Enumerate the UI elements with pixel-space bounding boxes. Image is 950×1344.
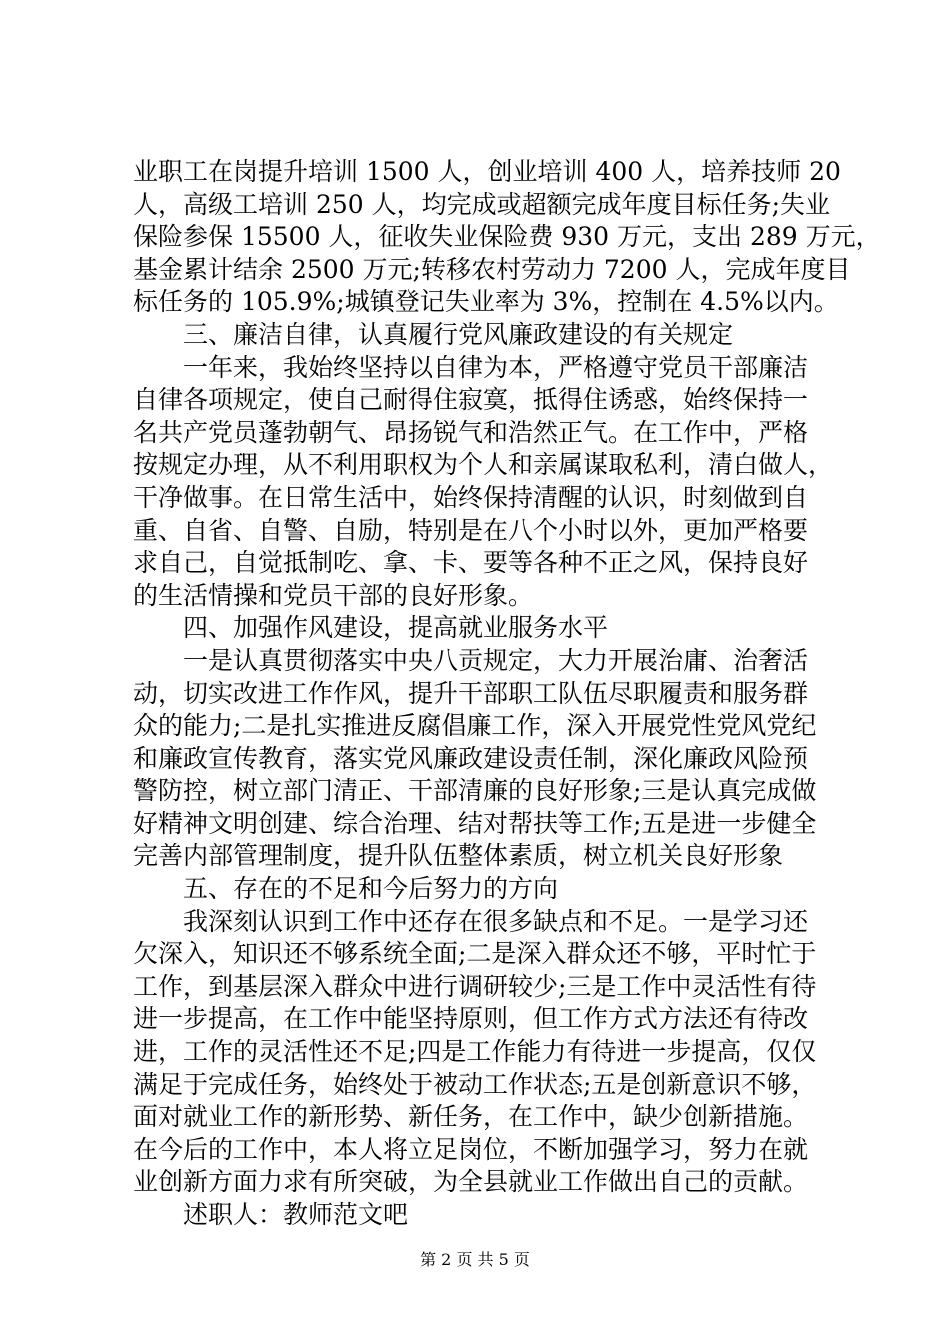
text-line: 名共产党员蓬勃朝气、昂扬锐气和浩然正气。在工作中，严格	[133, 417, 809, 447]
text-line: 在今后的工作中，本人将立足岗位，不断加强学习，努力在就	[133, 1134, 809, 1164]
text-line: 基金累计结余 2500 万元;转移农村劳动力 7200 人，完成年度目	[133, 254, 851, 284]
text-line: 一是认真贯彻落实中央八贡规定，大力开展治庸、治奢活	[183, 645, 809, 675]
text-line: 欠深入，知识还不够系统全面;二是深入群众还不够，平时忙于	[133, 939, 817, 969]
text-line: 业创新方面力求有所突破，为全县就业工作做出自己的贡献。	[133, 1167, 809, 1197]
text-line: 的生活情操和党员干部的良好形象。	[133, 580, 534, 610]
text-line: 保险参保 15500 人，征收失业保险费 930 万元，支出 289 万元，	[133, 222, 881, 252]
text-line: 自律各项规定，使自己耐得住寂寞，抵得住诱惑，始终保持一	[133, 385, 809, 415]
text-line: 动，切实改进工作作风，提升干部职工队伍尽职履责和服务群	[133, 678, 809, 708]
text-line: 进，工作的灵活性还不足;四是工作能力有待进一步提高，仅仅	[133, 1037, 817, 1067]
page-footer: 第 2 页 共 5 页	[420, 1250, 530, 1269]
text-line: 工作，到基层深入群众中进行调研较少;三是工作中灵活性有待	[133, 971, 817, 1001]
text-line: 业职工在岗提升培训 1500 人，创业培训 400 人，培养技师 20	[133, 157, 841, 186]
text-line: 五、存在的不足和今后努力的方向	[183, 874, 559, 904]
text-line: 警防控，树立部门清正、干部清廉的良好形象;三是认真完成做	[133, 776, 817, 806]
text-line: 按规定办理，从不利用职权为个人和亲属谋取私利，清白做人，	[133, 450, 834, 480]
text-line: 干净做事。在日常生活中，始终保持清醒的认识，时刻做到自	[133, 482, 809, 512]
document-body	[133, 156, 881, 1232]
text-line: 进一步提高，在工作中能坚持原则，但工作方式方法还有待改	[133, 1004, 809, 1034]
text-line: 人，高级工培训 250 人，均完成或超额完成年度目标任务;失业	[133, 189, 831, 219]
text-line: 和廉政宣传教育，落实党风廉政建设责任制，深化廉政风险预	[133, 743, 809, 773]
text-line: 我深刻认识到工作中还存在很多缺点和不足。一是学习还	[183, 906, 809, 936]
text-line: 满足于完成任务，始终处于被动工作状态;五是创新意识不够，	[133, 1069, 817, 1099]
text-line: 求自己，自觉抵制吃、拿、卡、要等各种不正之风，保持良好	[133, 548, 809, 578]
text-line: 好精神文明创建、综合治理、结对帮扶等工作;五是进一步健全	[133, 808, 817, 838]
text-line: 重、自省、自警、自励，特别是在八个小时以外，更加严格要	[133, 515, 809, 545]
text-line: 标任务的 105.9%;城镇登记失业率为 3%，控制在 4.5%以内。	[133, 287, 839, 317]
text-line: 四、加强作风建设，提高就业服务水平	[183, 613, 609, 643]
text-line: 一年来，我始终坚持以自律为本，严格遵守党员干部廉洁	[183, 352, 809, 382]
text-line: 完善内部管理制度，提升队伍整体素质，树立机关良好形象	[133, 841, 784, 871]
text-line: 面对就业工作的新形势、新任务，在工作中，缺少创新措施。	[133, 1102, 809, 1132]
text-line: 述职人：教师范文吧	[183, 1200, 409, 1229]
text-line: 众的能力;二是扎实推进反腐倡廉工作，深入开展党性党风党纪	[133, 711, 817, 741]
text-line: 三、廉洁自律，认真履行党风廉政建设的有关规定	[183, 319, 734, 349]
